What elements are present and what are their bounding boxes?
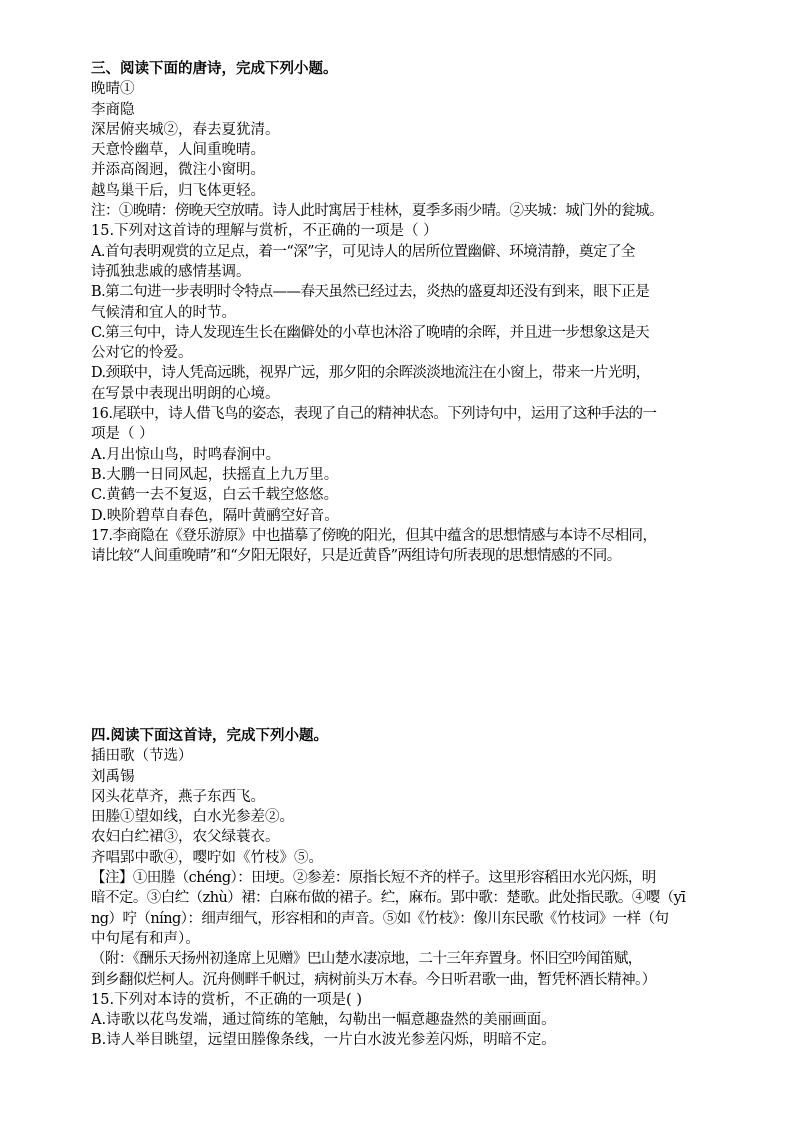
question-15-option-a: A.诗歌以花鸟发端，通过简练的笔触，勾勒出一幅意趣盎然的美丽画面。 xyxy=(91,1012,556,1029)
poem-line: 天意怜幽草，人间重晚晴。 xyxy=(91,142,265,159)
question-17-cont: 请比较“人间重晚晴”和“夕阳无限好，只是近黄昏”两组诗句所表现的思想情感的不同。 xyxy=(91,548,621,565)
poem-line: 越鸟巢干后，归飞体更轻。 xyxy=(91,182,265,199)
poem-note-cont: ng）咛（níng）：细声细气，形容相和的声音。⑤如《竹枝》：像川东民歌《竹枝词》一样（句 xyxy=(91,910,669,927)
section-heading: 三、阅读下面的唐诗，完成下列小题。 xyxy=(91,60,338,77)
appendix-poem-cont: 到乡翻似烂柯人。沉舟侧畔千帆过，病树前头万木春。今日听君歌一曲，暂凭杯酒长精神。） xyxy=(91,971,656,988)
poem-line: 农妇白纻裙③，农父绿蓑衣。 xyxy=(91,829,280,846)
poem-note-cont: 中句尾有和声）。 xyxy=(91,930,200,947)
poem-title: 晚晴① xyxy=(91,81,135,98)
question-15-option-c-cont: 公对它的怜爱。 xyxy=(91,345,193,362)
question-15-option-a: A.首句表明观赏的立足点，着一“深”字，可见诗人的居所位置幽僻、环境清静，奠定了全 xyxy=(91,243,635,260)
question-15-option-b: B.诗人举目眺望，远望田塍像条线，一片白水波光参差闪烁，明暗不定。 xyxy=(91,1032,556,1049)
section-heading: 四.阅读下面这首诗，完成下列小题。 xyxy=(91,727,329,744)
question-16-option-a: A.月出惊山鸟，时鸣春涧中。 xyxy=(91,446,281,463)
question-16-stem: 16.尾联中，诗人借飞鸟的姿态，表现了自己的精神状态。下列诗句中，运用了这种手法的一 xyxy=(91,406,657,423)
question-15-option-b: B.第二句进一步表明时令特点——春天虽然已经过去，炎热的盛夏却还没有到来，眼下正是 xyxy=(91,284,650,301)
question-16-stem-cont: 项是（ ） xyxy=(91,426,154,443)
poem-title: 插田歌（节选） xyxy=(91,748,193,765)
poem-author: 李商隐 xyxy=(91,101,135,118)
poem-line: 冈头花草齐，燕子东西飞。 xyxy=(91,788,265,805)
poem-line: 田塍①望如线，白水光参差②。 xyxy=(91,809,294,826)
question-15-option-b-cont: 气候清和宜人的时节。 xyxy=(91,304,236,321)
poem-note: 注：①晚晴：傍晚天空放晴。诗人此时寓居于桂林，夏季多雨少晴。②夹城：城门外的瓮城。 xyxy=(91,203,663,220)
question-16-option-c: C.黄鹤一去不复返，白云千载空悠悠。 xyxy=(91,487,339,504)
question-15-stem: 15.下列对这首诗的理解与赏析，不正确的一项是（ ） xyxy=(91,223,438,240)
poem-author: 刘禹锡 xyxy=(91,768,135,785)
question-15-stem: 15.下列对本诗的赏析，不正确的一项是( ) xyxy=(91,991,362,1008)
poem-line: 深居俯夹城②，春去夏犹清。 xyxy=(91,121,280,138)
poem-note: 【注】①田塍（chéng）：田埂。②参差：原指长短不齐的样子。这里形容稻田水光闪烁，明 xyxy=(91,870,656,887)
question-15-option-d-cont: 在写景中表现出明朗的心境。 xyxy=(91,385,280,402)
appendix-poem: （附：《酬乐天扬州初逢席上见赠》巴山楚水凄凉地，二十三年弃置身。怀旧空吟闻笛赋， xyxy=(91,951,642,968)
question-15-option-d: D.颈联中，诗人凭高远眺，视界广远，那夕阳的余晖淡淡地流注在小窗上，带来一片光明， xyxy=(91,365,650,382)
section-three xyxy=(91,59,733,566)
poem-line: 齐唱郢中歌④，嘤咛如《竹枝》⑤。 xyxy=(91,849,323,866)
poem-line: 并添高阁迥，微注小窗明。 xyxy=(91,162,265,179)
question-15-option-a-cont: 诗孤独悲戚的感情基调。 xyxy=(91,263,251,280)
poem-note-cont: 暗不定。③白纻（zhù）裙：白麻布做的裙子。纻，麻布。郢中歌：楚歌。此处指民歌。④嘤（yī xyxy=(91,890,686,907)
question-15-option-c: C.第三句中，诗人发现连生长在幽僻处的小草也沐浴了晚晴的余晖，并且进一步想象这是天 xyxy=(91,324,650,341)
question-16-option-d: D.映阶碧草自春色，隔叶黄鹂空好音。 xyxy=(91,507,339,524)
section-four xyxy=(91,726,733,1051)
question-17: 17.李商隐在《登乐游原》中也描摹了傍晚的阳光，但其中蕴含的思想情感与本诗不尽相同， xyxy=(91,527,657,544)
question-16-option-b: B.大鹏一日同风起，扶摇直上九万里。 xyxy=(91,466,339,483)
